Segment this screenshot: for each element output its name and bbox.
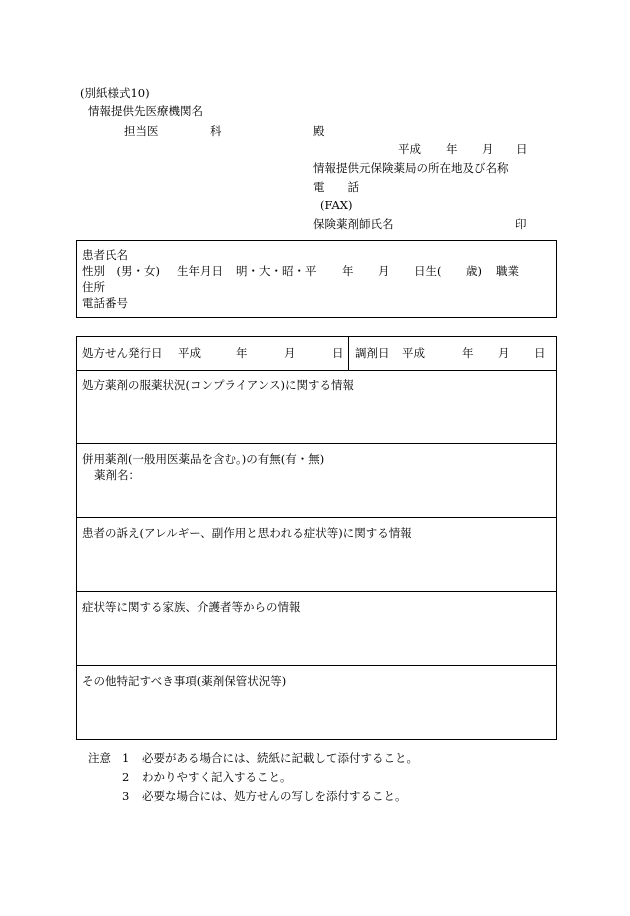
sender-fax-label: (FAX) xyxy=(320,198,353,212)
sender-phone-label: 電 話 xyxy=(313,180,359,194)
note-number: 1 xyxy=(122,751,130,765)
department-label: 科 xyxy=(210,124,222,138)
doctor-label: 担当医 xyxy=(124,124,159,138)
note-text: わかりやすく記入すること。 xyxy=(142,770,292,784)
prescription-month: 月 xyxy=(284,346,296,360)
pharmacist-name-label: 保険薬剤師氏名 xyxy=(313,217,394,231)
recipient-institution-label: 情報提供先医療機関名 xyxy=(88,104,203,118)
note-number: 3 xyxy=(122,789,130,803)
compliance-section-title: 処方薬剤の服薬状況(コンプライアンス)に関する情報 xyxy=(82,378,354,392)
concomitant-section-title: 併用薬剤(一般用医薬品を含む。)の有無(有・無) xyxy=(82,452,325,466)
row-divider xyxy=(76,591,557,592)
honorific: 殿 xyxy=(313,124,325,138)
seal-label: 印 xyxy=(515,217,527,231)
patient-address-label: 住所 xyxy=(82,280,105,294)
family-section-title: 症状等に関する家族、介護者等からの情報 xyxy=(82,600,301,614)
dispensing-month: 月 xyxy=(498,346,510,360)
prescription-issue-label: 処方せん発行日 xyxy=(82,346,163,360)
prescription-day: 日 xyxy=(332,346,344,360)
patient-era-options: 明・大・昭・平 xyxy=(236,264,317,278)
patient-info-box xyxy=(76,240,557,318)
patient-name-label: 患者氏名 xyxy=(82,248,128,262)
date-month: 月 xyxy=(482,142,494,156)
note-number: 2 xyxy=(122,770,130,784)
patient-sex-label: 性別 (男・女) xyxy=(82,264,160,278)
dispensing-day: 日 xyxy=(534,346,546,360)
patient-birth-label: 生年月日 xyxy=(177,264,223,278)
complaints-section-title: 患者の訴え(アレルギー、副作用と思われる症状等)に関する情報 xyxy=(82,526,412,540)
patient-age: 歳) xyxy=(466,264,482,278)
date-era: 平成 xyxy=(398,142,421,156)
drug-name-label: 薬剤名： xyxy=(94,468,140,482)
patient-birth-month: 月 xyxy=(378,264,390,278)
row-divider xyxy=(76,443,557,444)
date-day: 日 xyxy=(516,142,528,156)
other-section-title: その他特記すべき事項(薬剤保管状況等) xyxy=(82,674,287,688)
patient-phone-label: 電話番号 xyxy=(82,296,128,310)
patient-occupation: 職業 xyxy=(496,264,519,278)
prescription-era: 平成 xyxy=(178,346,201,360)
patient-birth-year: 年 xyxy=(342,264,354,278)
note-text: 必要がある場合には、続紙に記載して添付すること。 xyxy=(142,751,418,765)
row-divider xyxy=(76,517,557,518)
dispensing-label: 調剤日 xyxy=(355,346,390,360)
note-text: 必要な場合には、処方せんの写しを添付すること。 xyxy=(142,789,407,803)
date-year: 年 xyxy=(446,142,458,156)
pharmacy-address-name-label: 情報提供元保険薬局の所在地及び名称 xyxy=(313,161,509,175)
dispensing-era: 平成 xyxy=(402,346,425,360)
row-divider xyxy=(76,665,557,666)
form-number: (別紙様式10) xyxy=(80,86,150,100)
notes-label: 注意 xyxy=(88,751,111,765)
date-row-divider xyxy=(348,336,349,370)
dispensing-year: 年 xyxy=(462,346,474,360)
row-divider xyxy=(76,370,557,371)
patient-birth-day: 日生( xyxy=(414,264,442,278)
prescription-year: 年 xyxy=(236,346,248,360)
